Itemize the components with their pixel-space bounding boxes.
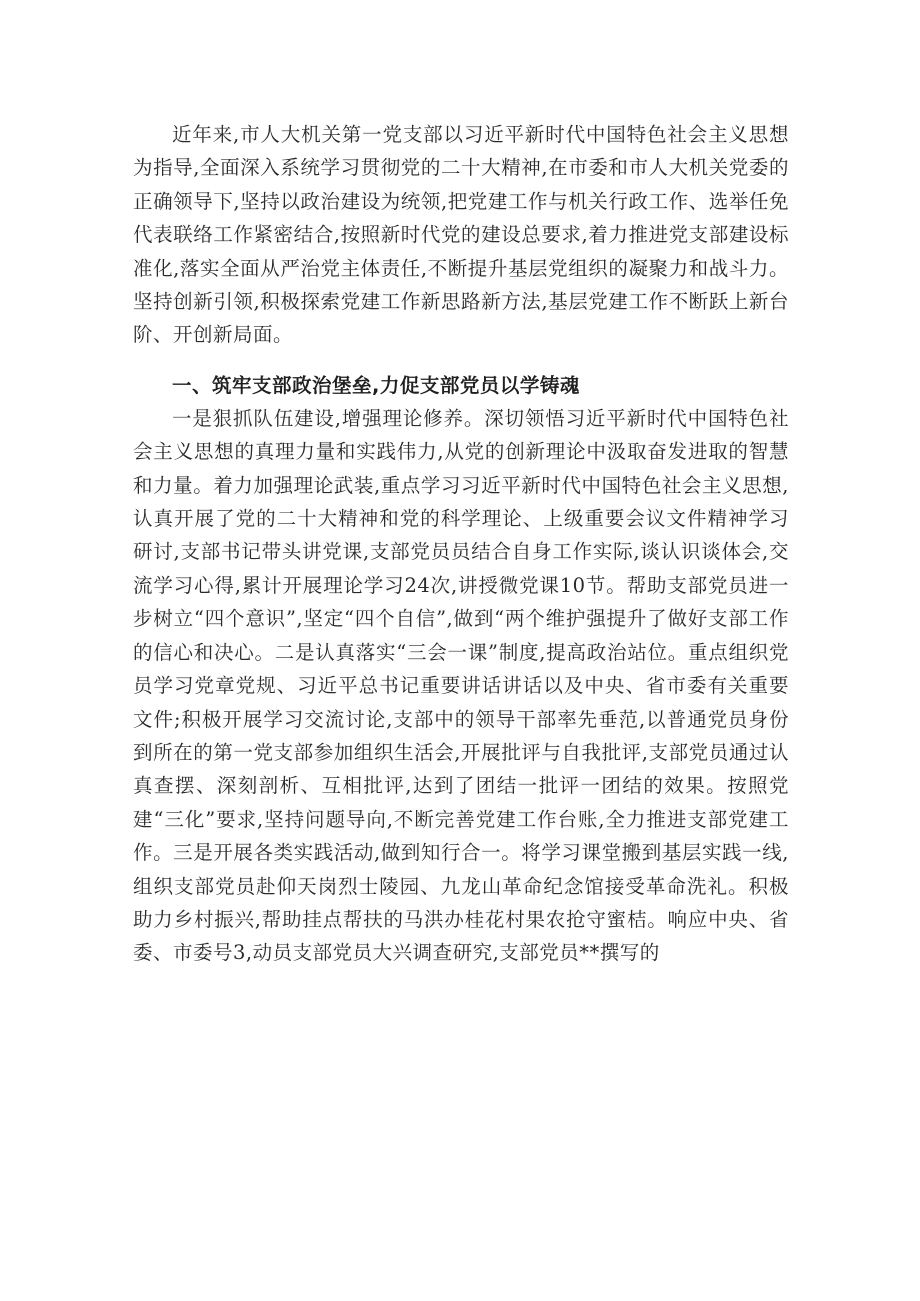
document-body bbox=[133, 118, 789, 970]
intro-paragraph: 近年来,市人大机关第一党支部以习近平新时代中国特色社会主义思想为指导,全面深入系统学习贯彻党的二十大精神,在市委和市人大机关党委的正确领导下,坚持以政治建设为统领,把党建工作与机关行政工作、选举任免代表联络工作紧密结合,按照新时代党的建设总要求,着力推进党支部建设标准化,落实全面从严治党主体责任,不断提升基层党组织的凝聚力和战斗力。坚持创新引领,积极探索党建工作新思路新方法,基层党建工作不断跃上新台阶、开创新局面。 bbox=[133, 123, 789, 347]
section-body-paragraph: 一是狠抓队伍建设,增强理论修养。深切领悟习近平新时代中国特色社会主义思想的真理力量和实践伟力,从党的创新理论中汲取奋发进取的智慧和力量。着力加强理论武装,重点学习习近平新时代中国特色社会主义思想,认真开展了党的二十大精神和党的科学理论、上级重要会议文件精神学习研讨,支部书记带头讲党课,支部党员员结合自身工作实际,谈认识谈体会,交流学习心得,累计开展理论学习24次,讲授微党课10节。帮助支部党员进一步树立“四个意识”,坚定“四个自信”,做到“两个维护强提升了做好支部工作的信心和决心。二是认真落实“三会一课”制度,提高政治站位。重点组织党员学习党章党规、习近平总书记重要讲话讲话以及中央、省市委有关重要文件;积极开展学习交流讨论,支部中的领导干部率先垂范,以普通党员身份到所在的第一党支部参加组织生活会,开展批评与自我批评,支部党员通过认真查摆、深刻剖析、互相批评,达到了团结一批评一团结的效果。按照党建“三化”要求,坚持问题导向,不断完善党建工作台账,全力推进支部党建工作。三是开展各类实践活动,做到知行合一。将学习课堂搬到基层实践一线,组织支部党员赴仰天岗烈士陵园、九龙山革命纪念馆接受革命洗礼。积极助力乡村振兴,帮助挂点帮扶的马洪办桂花村果农抢守蜜桔。响应中央、省委、市委号3,动员支部党员大兴调查研究,支部党员**撰写的 bbox=[133, 406, 789, 965]
section-heading: 一、筑牢支部政治堡垒,力促支部党员以学铸魂 bbox=[172, 373, 580, 397]
